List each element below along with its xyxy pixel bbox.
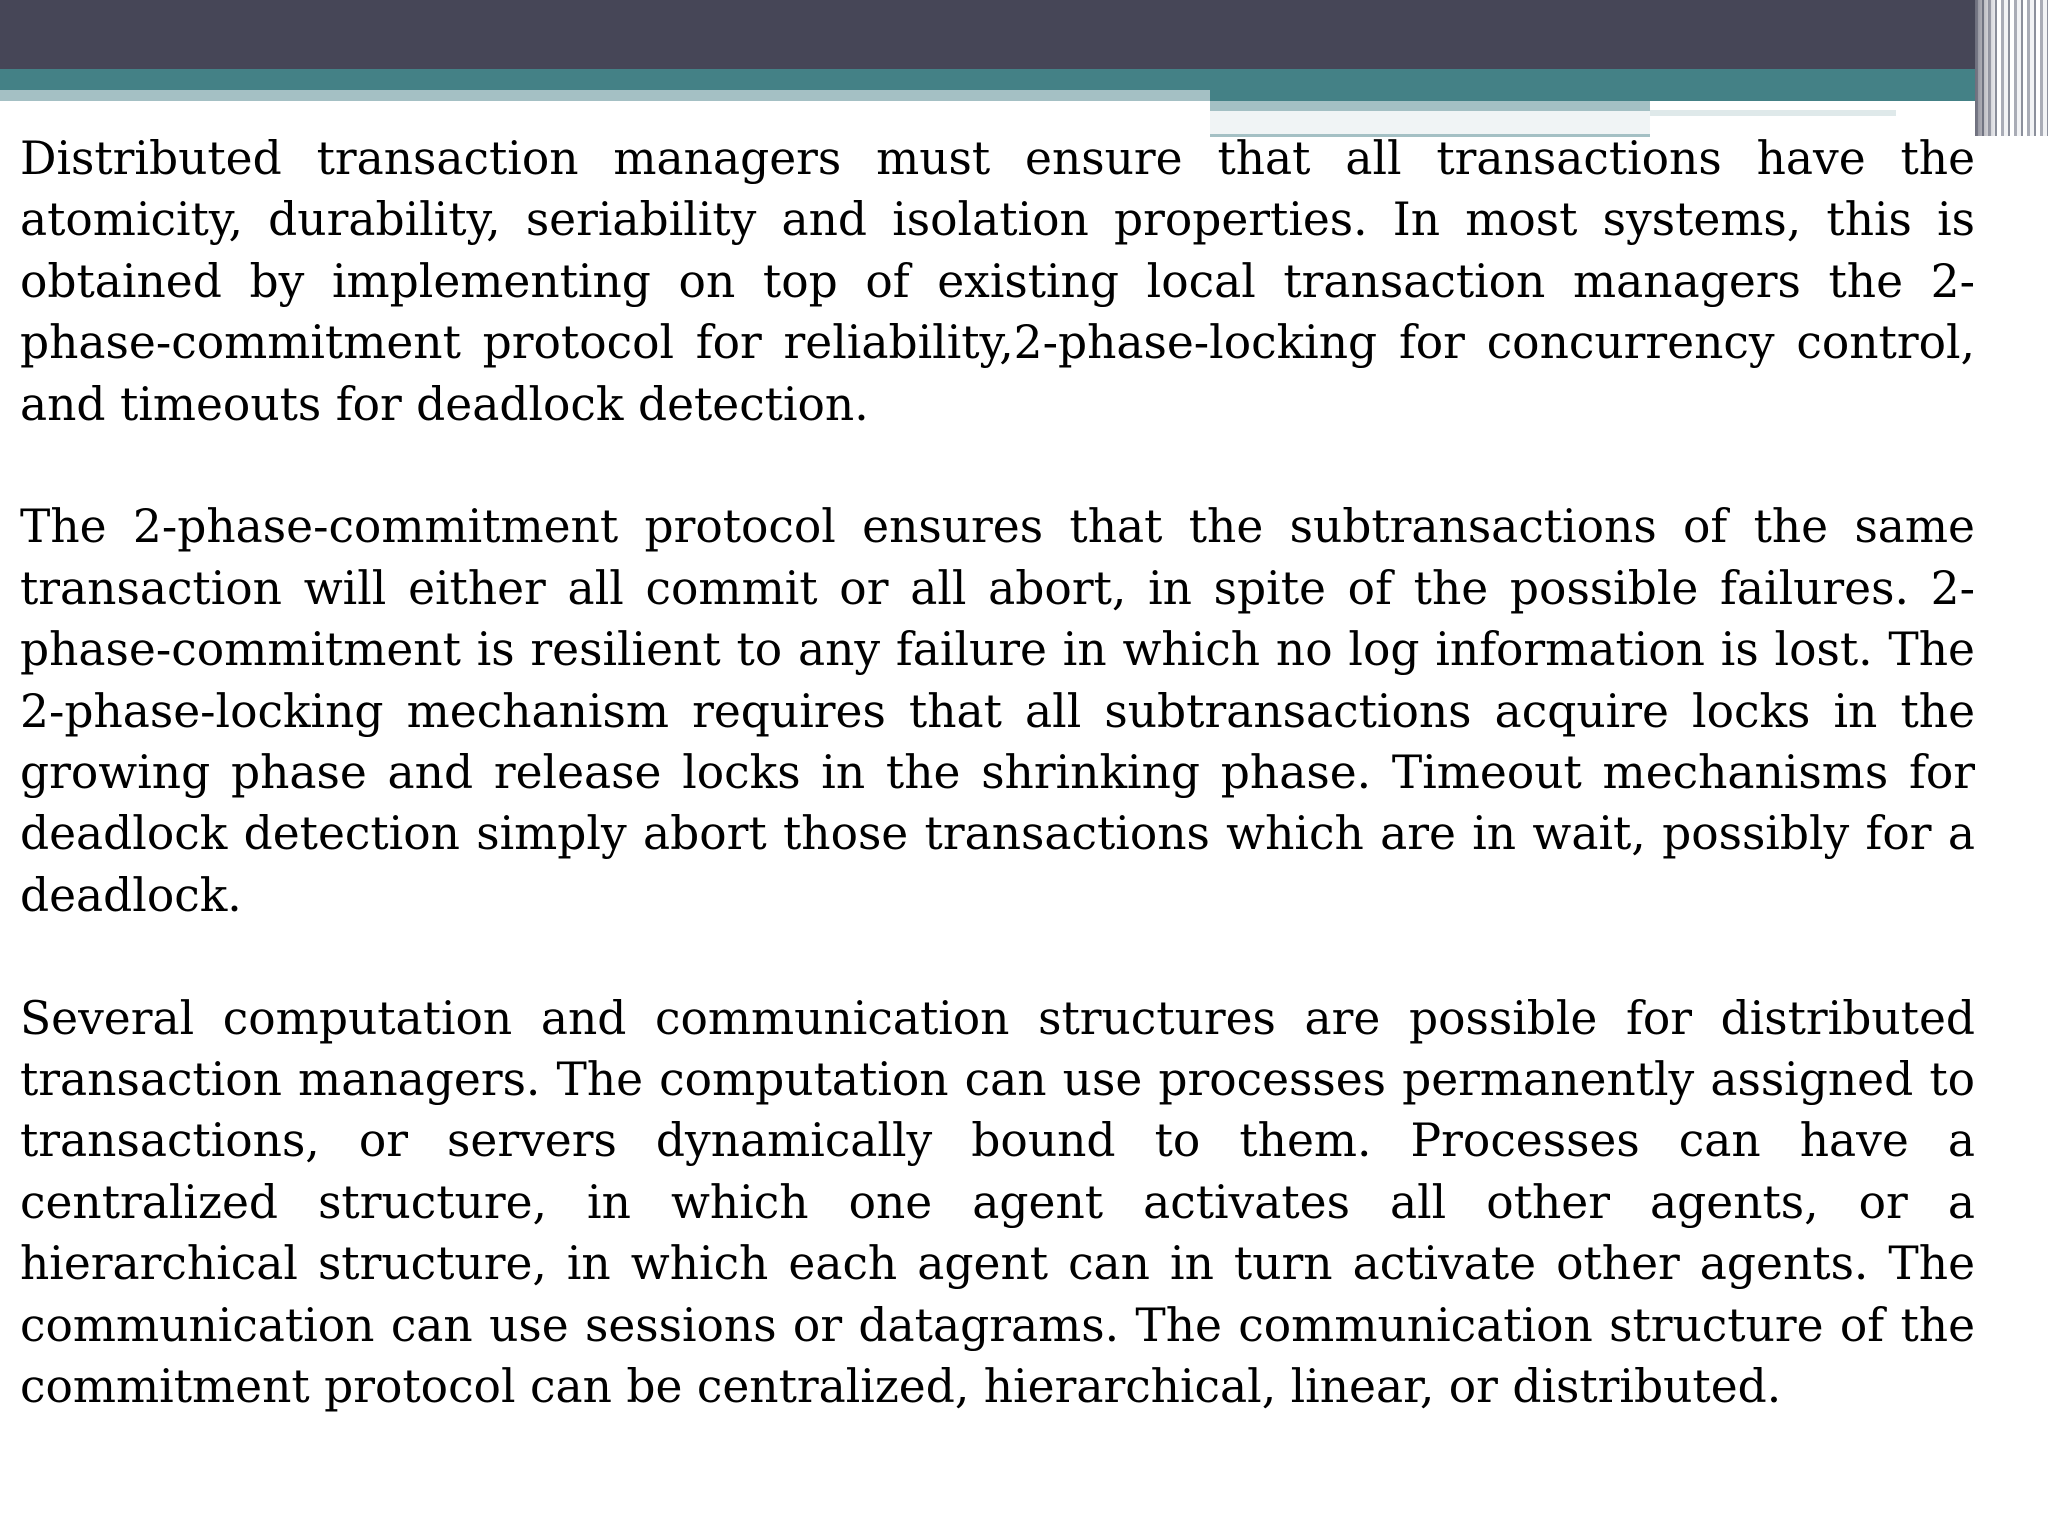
header-band-step (1210, 90, 2048, 101)
paragraph-computation-structures: Several computation and communication structures are possible for distributed transaction managers. The computation can use processes permanently assigned to transactions, or servers dynamically bound to them. Processes can have a centralized structure, in which one agent activates all other agents, or a hierarchical structure, in which each agent can in turn activate other agents. The communication can use sessions or datagrams. The communication structure of the commitment protocol can be centralized, hierarchical, linear, or distributed. (20, 991, 1975, 1414)
slide-body (20, 128, 1975, 1479)
header-band-dark (0, 0, 2048, 69)
decorative-stripes-shadow (1975, 0, 1997, 136)
paragraph-two-phase-commitment: The 2-phase-commitment protocol ensures that the subtransactions of the same transaction will either all commit or all abort, in spite of the possible failures. 2-phase-commitment is resilient to any failure in which no log information is lost. The 2-phase-locking mechanism requires that all subtransactions acquire locks in the growing phase and release locks in the shrinking phase. Timeout mechanisms for deadlock detection simply abort those transactions which are in wait, possibly for a deadlock. (20, 500, 1975, 922)
paragraph-transaction-managers: Distributed transaction managers must ensure that all transactions have the atomicity, durability, seriability and isolation properties. In most systems, this is obtained by implementing on top of existing local transaction managers the 2-phase-commitment protocol for reliability,2-phase-locking for concurrency control, and timeouts for deadlock detection. (20, 132, 1975, 431)
header-band-teal (0, 69, 2048, 90)
header-band-line (1650, 110, 1896, 116)
header-band-light (0, 90, 1210, 101)
